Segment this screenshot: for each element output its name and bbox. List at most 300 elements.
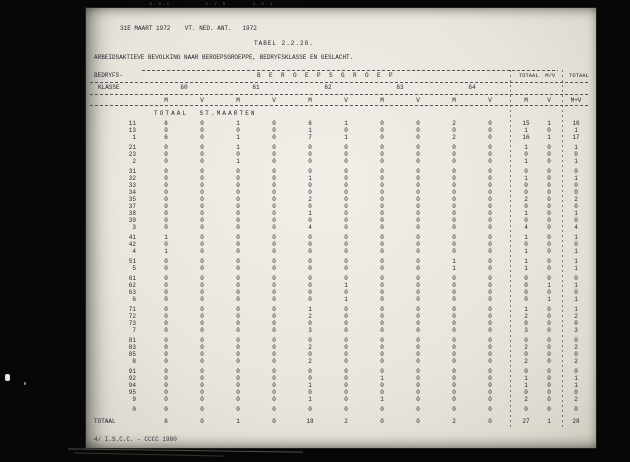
table-cell: 0 [164,382,168,389]
table-cell: 0 [344,189,348,196]
table-cell: 0 [236,289,240,296]
table-cell: 0 [164,189,168,196]
table-cell: 1 [380,396,384,403]
table-cell: 0 [452,189,456,196]
table-cell: 0 [416,358,420,365]
table-cell: 7 [308,134,312,141]
table-cell: 0 [488,296,492,303]
table-cell: 0 [452,368,456,375]
table-cell: 2 [574,358,578,365]
table-cell: 0 [574,241,578,248]
table-cell: 6 [164,134,168,141]
table-cell: 0 [308,389,312,396]
table-cell: 0 [488,382,492,389]
table-cell: 0 [272,258,276,265]
table-cell: 1 [574,265,578,272]
table-cell: 0 [380,168,384,175]
row-label: 81 [128,337,136,344]
table-cell: 0 [488,144,492,151]
table-cell: 0 [380,189,384,196]
table-cell: 0 [344,375,348,382]
table-cell: 0 [574,320,578,327]
table-cell: 0 [200,265,204,272]
table-cell: 0 [200,210,204,217]
table-cell: 0 [272,241,276,248]
table-cell: 0 [488,351,492,358]
table-cell: 0 [380,234,384,241]
table-cell: 1 [524,382,528,389]
table-cell: 0 [200,134,204,141]
table-cell: 0 [524,151,528,158]
column-separator [510,70,511,427]
table-cell: 0 [416,306,420,313]
table-cell: 0 [416,282,420,289]
table-cell: 0 [236,351,240,358]
table-cell: 0 [272,296,276,303]
table-cell: 0 [272,158,276,165]
table-cell: 0 [547,320,551,327]
table-cell: 0 [488,203,492,210]
table-cell: 0 [308,151,312,158]
report-date-line: 31E MAART 1972 VT. NED. ANT. 1972 [120,25,257,32]
table-cell: 0 [380,120,384,127]
table-cell: 0 [200,158,204,165]
table-cell: 0 [344,320,348,327]
table-cell: 0 [272,289,276,296]
table-cell: 0 [416,337,420,344]
table-cell: 0 [272,406,276,413]
table-cell: 0 [200,258,204,265]
table-cell: 0 [164,389,168,396]
table-cell: 0 [452,296,456,303]
table-cell: 2 [524,196,528,203]
table-cell: 0 [452,144,456,151]
table-cell: 0 [416,224,420,231]
table-cell: 0 [488,210,492,217]
row-label: 41 [128,234,136,241]
table-cell: 0 [308,241,312,248]
table-cell: 0 [547,275,551,282]
table-cell: 0 [574,168,578,175]
table-cell: 0 [380,327,384,334]
table-cell: 0 [200,296,204,303]
table-cell: 2 [574,396,578,403]
table-cell: 0 [524,282,528,289]
table-cell: 0 [308,248,312,255]
table-cell: 0 [488,189,492,196]
table-cell: 0 [308,158,312,165]
table-cell: 1 [574,382,578,389]
table-cell: 0 [164,358,168,365]
table-cell: 0 [272,265,276,272]
table-cell: 0 [344,396,348,403]
table-cell: 0 [547,375,551,382]
row-label: 94 [128,382,136,389]
row-label: 6 [132,296,136,303]
table-cell: 0 [272,358,276,365]
table-cell: 0 [344,151,348,158]
table-cell: 1 [344,282,348,289]
table-cell: 0 [452,327,456,334]
row-label: 34 [128,189,136,196]
table-cell: 0 [200,120,204,127]
table-cell: 1 [524,127,528,134]
totaal-header: TOTAAL [569,72,589,79]
table-cell: 0 [308,234,312,241]
table-cell: 0 [380,182,384,189]
table-cell: 1 [574,127,578,134]
table-cell: 0 [164,258,168,265]
table-cell: 0 [200,144,204,151]
table-cell: 0 [272,120,276,127]
table-cell: 0 [272,196,276,203]
table-cell: 0 [272,396,276,403]
table-cell: 15 [522,120,530,127]
table-cell: 0 [164,265,168,272]
table-cell: 16 [522,134,530,141]
table-cell: 0 [547,248,551,255]
table-cell: 0 [308,182,312,189]
table-cell: 0 [524,296,528,303]
table-cell: 0 [308,217,312,224]
sub-header: M [164,97,168,104]
row-header-label-line2: KLASSE [98,84,120,91]
table-cell: 0 [308,258,312,265]
table-cell: 0 [547,175,551,182]
row-label: 42 [128,241,136,248]
table-cell: 1 [574,234,578,241]
table-cell: 0 [452,158,456,165]
table-cell: 0 [380,306,384,313]
table-cell: 0 [380,144,384,151]
table-cell: 0 [344,313,348,320]
table-cell: 1 [164,234,168,241]
table-cell: 0 [574,337,578,344]
table-cell: 0 [488,337,492,344]
table-cell: 0 [452,382,456,389]
table-cell: 1 [308,210,312,217]
table-cell: 0 [488,289,492,296]
row-label: 4 [132,248,136,255]
table-cell: 0 [416,275,420,282]
table-cell: 0 [236,234,240,241]
table-cell: 1 [452,265,456,272]
table-cell: 0 [344,158,348,165]
row-label: 71 [128,306,136,313]
table-cell: 0 [236,210,240,217]
table-cell: 0 [452,175,456,182]
row-label: 61 [128,275,136,282]
dust-speck [24,382,26,385]
total-row-label: TOTAAL [94,418,116,425]
table-cell: 0 [272,327,276,334]
total-row-cell: 0 [488,418,492,425]
table-cell: 0 [524,389,528,396]
table-cell: 0 [452,224,456,231]
table-cell: 0 [200,289,204,296]
table-cell: 0 [236,382,240,389]
table-cell: 2 [524,313,528,320]
group-number: 63 [396,84,404,91]
table-cell: 0 [524,203,528,210]
table-cell: 0 [547,389,551,396]
table-cell: 0 [344,248,348,255]
table-cell: 0 [200,182,204,189]
table-cell: 0 [416,344,420,351]
table-cell: 0 [164,306,168,313]
table-cell: 0 [236,241,240,248]
sub-header: M [236,97,240,104]
table-cell: 0 [547,158,551,165]
table-cell: 0 [574,189,578,196]
table-cell: 0 [344,382,348,389]
table-cell: 0 [416,127,420,134]
table-cell: 1 [308,306,312,313]
table-cell: 0 [236,127,240,134]
table-cell: 0 [452,182,456,189]
table-cell: 0 [452,282,456,289]
table-cell: 0 [416,313,420,320]
table-cell: 1 [308,396,312,403]
table-cell: 2 [574,196,578,203]
table-cell: 3 [308,327,312,334]
table-cell: 1 [380,375,384,382]
table-cell: 2 [452,134,456,141]
table-cell: 1 [574,175,578,182]
table-cell: 0 [416,182,420,189]
table-cell: 0 [524,320,528,327]
table-cell: 0 [488,358,492,365]
table-cell: 0 [344,203,348,210]
table-cell: 0 [200,389,204,396]
table-cell: 0 [200,368,204,375]
table-cell: 0 [308,368,312,375]
table-cell: 0 [236,275,240,282]
table-cell: 0 [416,406,420,413]
table-cell: 0 [236,306,240,313]
table-cell: 0 [452,396,456,403]
table-cell: 0 [236,296,240,303]
table-cell: 0 [416,396,420,403]
table-cell: 1 [524,248,528,255]
column-group-span-label: B E R O E P S G R O E P [256,72,395,79]
table-cell: 0 [452,313,456,320]
table-cell: 16 [572,120,580,127]
table-cell: 0 [416,189,420,196]
table-cell: 0 [200,306,204,313]
table-cell: 0 [452,344,456,351]
table-cell: 0 [416,289,420,296]
table-cell: 0 [452,168,456,175]
table-cell: 0 [308,375,312,382]
table-rule-top [142,70,558,71]
row-label: 9 [132,396,136,403]
table-cell: 0 [308,296,312,303]
table-cell: 0 [547,144,551,151]
table-cell: 0 [344,351,348,358]
table-cell: 0 [452,375,456,382]
table-cell: 0 [547,337,551,344]
table-cell: 0 [452,241,456,248]
table-cell: 0 [416,327,420,334]
table-title: ARBEIDSAKTIEVE BEVOLKING NAAR BEROEPSGROEPPE, BEDRYFSKLASSE EN GESLACHT. [94,54,354,61]
table-cell: 0 [547,210,551,217]
table-cell: 0 [488,327,492,334]
table-cell: 0 [236,175,240,182]
table-cell: 2 [524,396,528,403]
table-cell: 0 [200,234,204,241]
table-cell: 0 [547,313,551,320]
table-cell: 0 [272,248,276,255]
table-cell: 0 [164,368,168,375]
total-row-cell: 18 [306,418,314,425]
table-cell: 0 [236,389,240,396]
sub-header: V [272,97,276,104]
table-cell: 0 [416,234,420,241]
table-cell: 0 [308,337,312,344]
dust-speck [5,374,10,381]
table-cell: 0 [380,337,384,344]
table-cell: 0 [200,175,204,182]
table-cell: 0 [524,168,528,175]
table-number: TABEL 2.2.28. [254,40,314,47]
table-cell: 0 [380,344,384,351]
table-cell: 0 [452,234,456,241]
table-cell: 0 [164,337,168,344]
table-cell: 0 [200,168,204,175]
total-row-cell: 27 [522,418,530,425]
table-cell: 0 [574,182,578,189]
table-cell: 0 [164,375,168,382]
table-cell: 0 [452,196,456,203]
table-cell: 0 [344,344,348,351]
table-cell: 0 [547,351,551,358]
table-cell: 0 [524,182,528,189]
table-cell: 0 [416,320,420,327]
table-cell: 0 [416,168,420,175]
table-cell: 2 [308,313,312,320]
table-cell: 0 [416,217,420,224]
table-cell: 1 [344,120,348,127]
table-cell: 0 [236,224,240,231]
table-cell: 2 [452,120,456,127]
table-cell: 0 [488,134,492,141]
table-cell: 0 [272,306,276,313]
table-cell: 0 [380,282,384,289]
table-cell: 0 [488,151,492,158]
row-label: 11 [128,120,136,127]
table-cell: 0 [574,289,578,296]
group-number: 64 [468,84,476,91]
table-cell: 1 [524,234,528,241]
table-cell: 0 [344,175,348,182]
table-cell: 0 [344,306,348,313]
table-cell: 1 [524,158,528,165]
table-cell: 0 [272,151,276,158]
table-cell: 0 [344,337,348,344]
table-cell: 1 [574,158,578,165]
row-label: 13 [128,127,136,134]
table-cell: 0 [452,389,456,396]
table-cell: 0 [236,358,240,365]
table-cell: 1 [547,296,551,303]
table-cell: 0 [574,203,578,210]
table-cell: 0 [380,320,384,327]
table-cell: 0 [344,258,348,265]
table-cell: 0 [200,282,204,289]
table-cell: 0 [164,282,168,289]
table-cell: 0 [488,389,492,396]
table-cell: 0 [380,275,384,282]
table-cell: 0 [200,127,204,134]
table-cell: 0 [488,258,492,265]
table-cell: 0 [236,189,240,196]
sub-header: V [488,97,492,104]
table-cell: 0 [488,168,492,175]
table-cell: 1 [547,134,551,141]
table-cell: 2 [574,313,578,320]
table-cell: 1 [236,144,240,151]
table-cell: 0 [524,189,528,196]
table-cell: 1 [308,382,312,389]
total-row-cell: 0 [272,418,276,425]
table-cell: 0 [547,203,551,210]
row-label: 85 [128,351,136,358]
table-cell: 0 [272,210,276,217]
table-cell: 0 [164,320,168,327]
table-cell: 0 [272,382,276,389]
table-cell: 0 [488,344,492,351]
total-row-cell: 2 [452,418,456,425]
table-cell: 0 [416,258,420,265]
table-cell: 0 [524,337,528,344]
table-cell: 0 [164,196,168,203]
table-cell: 0 [547,406,551,413]
table-cell: 0 [200,151,204,158]
table-cell: 0 [380,248,384,255]
sub-header: M [380,97,384,104]
table-cell: 0 [164,182,168,189]
table-cell: 4 [524,224,528,231]
table-cell: 0 [380,127,384,134]
table-cell: 0 [200,189,204,196]
table-cell: 2 [524,344,528,351]
table-cell: 0 [488,127,492,134]
table-cell: 2 [308,196,312,203]
table-cell: 1 [524,258,528,265]
table-cell: 0 [308,320,312,327]
table-cell: 0 [308,168,312,175]
table-cell: 0 [272,127,276,134]
row-label: 32 [128,175,136,182]
row-label: 51 [128,258,136,265]
totaal-mv-header: TOTAAL M/V [518,72,556,79]
table-cell: 0 [236,375,240,382]
sub-header: M+V [570,97,582,104]
row-label: 35 [128,196,136,203]
table-cell: 0 [272,144,276,151]
table-cell: 0 [236,151,240,158]
table-cell: 1 [308,175,312,182]
table-cell: 1 [524,175,528,182]
table-cell: 0 [524,275,528,282]
table-cell: 0 [488,313,492,320]
table-cell: 1 [574,282,578,289]
row-label: 23 [128,151,136,158]
row-label: 72 [128,313,136,320]
table-cell: 0 [547,344,551,351]
table-cell: 0 [380,351,384,358]
